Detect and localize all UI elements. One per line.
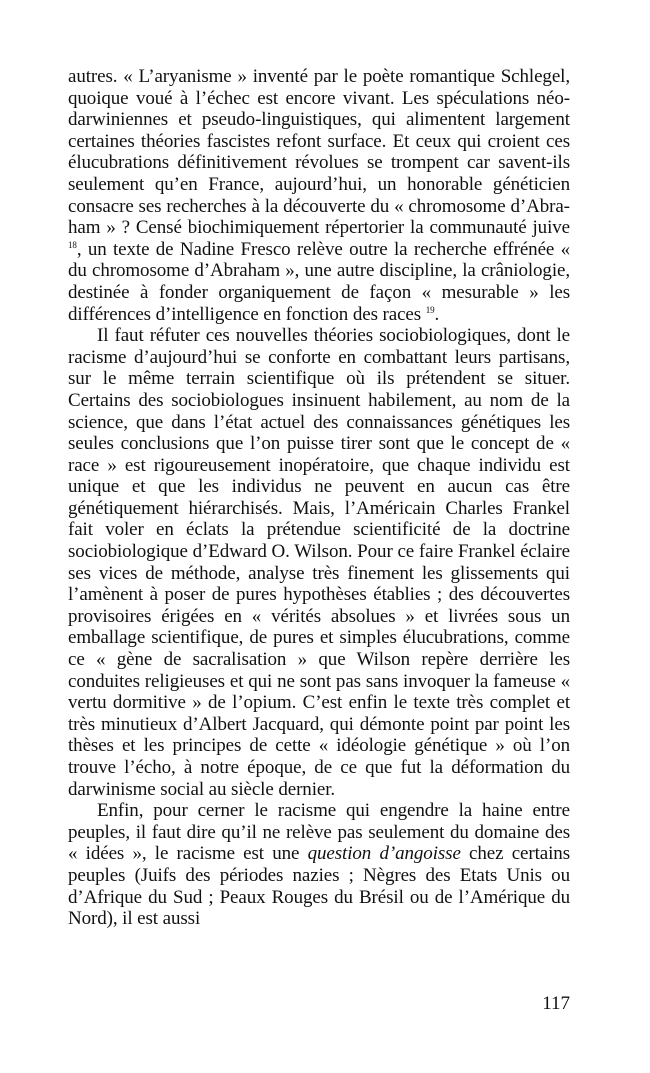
paragraph-aryanisme bbox=[68, 66, 570, 325]
body-text: . bbox=[434, 303, 440, 325]
paragraph-sociobiologie bbox=[68, 325, 570, 800]
body-text: chez certains peuples (Juifs des périodes nazies ; Nègres des Etats Unis ou d’Afrique du Sud ; Peaux Rouges du Brésil ou de l’Amérique du Nord), il est aussi bbox=[68, 843, 570, 930]
emphasis-text: question d’angoisse bbox=[307, 843, 461, 865]
body-text: Enfin, pour cerner le racisme qui engendre la haine entre peuples, il faut dire qu’il ne relève pas seulement du domaine des « idées », le racisme est une bbox=[68, 800, 570, 865]
page-number: 117 bbox=[542, 993, 570, 1014]
body-text: Il faut réfuter ces nouvelles théories sociobiologiques, dont le racisme d’aujourd’hui se conforte en combattant leurs partisans, sur le même terrain scientifique où ils prétendent se situer. Certains des sociobiologues insinuent habilement, au nom de la science, que dans l’état actuel des connaissances génétiques les seules conclusions que l’on puisse tirer sont que le concept de « race » est rigoureusement inopératoire, que chaque individu est unique et que les individus ne peuvent en aucun cas être génétiquement hiérarchisés. Mais, l’Américain Charles Frankel fait voler en éclats la prétendue scientificité de la doctrine sociobiologique d’Edward O. Wilson. Pour ce faire Frankel éclaire ses vices de méthode, analyse très finement les glissements qui l’amènent à poser de pures hypothèses établies ; des découvertes provisoires érigées en « vérités absolues » et livrées sous un emballage scientifique, de pures et simples élucubrations, comme ce « gène de sacralisation » que Wilson repère derrière les conduites religieuses et qui ne sont pas sans invoquer la fameuse « vertu dormitive » de l’opium. C’est enfin le texte très complet et très minutieux d’Albert Jacquard, qui démonte point par point les thèses et les principes de cette « idéologie génétique » où l’on trouve l’écho, à notre époque, de ce que fut la déformation du darwinisme social au siècle dernier. bbox=[68, 325, 570, 800]
footnote-ref: 18 bbox=[68, 239, 77, 250]
paragraph-angoisse bbox=[68, 800, 570, 930]
body-text: , un texte de Nadine Fresco relève outre la recherche effrénée « du chromosome d’Abraham », une autre discipline, la crâniologie, destinée à fonder organiquement de façon « mesurable » les différences d’intelligence en fonction des races bbox=[68, 238, 570, 325]
footnote-ref: 19 bbox=[425, 304, 435, 315]
body-text: autres. « L’aryanisme » inventé par le poète romantique Schlegel, quoique voué à l’échec est encore vivant. Les spéculations néo-darwiniennes et pseudo-linguistiques, qui alimentent largement certaines théories fascistes refont surface. Et ceux qui croient ces élucubrations définitivement révolues se trompent car savent-ils seulement qu’en France, aujourd’hui, un honorable généticien consacre ses recherches à la découverte du « chromosome d’Abraham » ? Censé biochimiquement répertorier la communauté juive bbox=[68, 66, 570, 239]
page-body bbox=[68, 66, 570, 930]
